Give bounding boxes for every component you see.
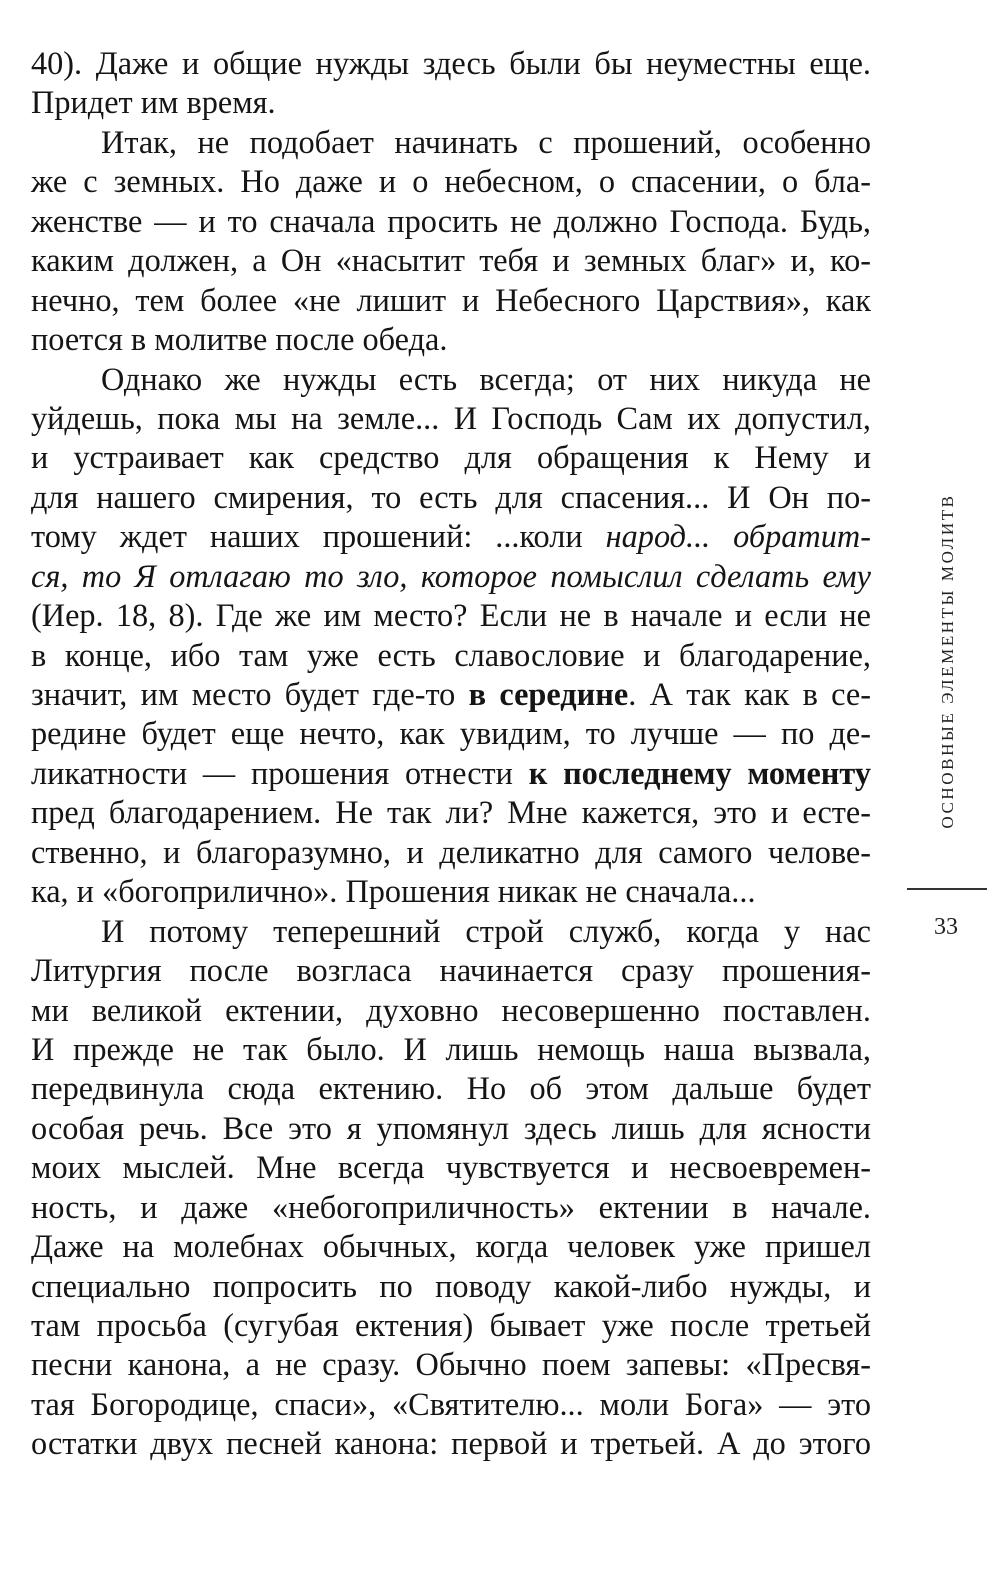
text-line: (Иер. 18, 8). Где же им место? Если не в начале и если не (31, 597, 871, 634)
text-line: уйдешь, пока мы на земле... И Господь Сам их допустил, (31, 399, 871, 436)
text-line: в конце, ибо там уже есть славословие и благодарение, (31, 636, 871, 673)
bold-emphasis: к последнему моменту (528, 754, 871, 791)
margin-rule (907, 888, 987, 890)
text-line: специально попросить по поводу какой-либо нужды, и (31, 1267, 871, 1304)
running-head: ОСНОВНЫЕ ЭЛЕМЕНТЫ МОЛИТВ (938, 493, 957, 829)
paragraph-start-line: И потому теперешний строй служб, когда у нас (101, 912, 871, 949)
text-run: ликатности — прошения отнести (31, 754, 529, 791)
text-line: тая Богородице, спаси», «Святителю... моли Бога» — это (31, 1385, 871, 1422)
text-line: пред благодарением. Не так ли? Мне кажется, это и есте- (31, 794, 871, 831)
text-run: тому ждет наших прошений: ...коли (31, 518, 606, 555)
text-line: же с земных. Но даже и о небесном, о спасении, о бла- (31, 163, 871, 200)
page-body-text (31, 44, 871, 1464)
text-line (31, 675, 871, 714)
text-line: ственно, и благоразумно, и деликатно для самого челове- (31, 833, 871, 870)
text-line: песни канона, а не сразу. Обычно поем запевы: «Пресвя- (31, 1346, 871, 1383)
text-line: передвинула сюда ектению. Но об этом дальше будет (31, 1070, 871, 1107)
text-line: редине будет еще нечто, как увидим, то лучше — по де- (31, 715, 871, 752)
text-line: и устраивает как средство для обращения к Нему и (31, 439, 871, 476)
text-line: нечно, тем более «не лишит и Небесного Царствия», как (31, 281, 871, 318)
text-line: моих мыслей. Мне всегда чувствуется и несвоевремен- (31, 1149, 871, 1186)
text-line: Литургия после возгласа начинается сразу прошения- (31, 952, 871, 989)
page-number: 33 (934, 914, 958, 940)
text-line: ми великой ектении, духовно несовершенно поставлен. (31, 991, 871, 1028)
bold-emphasis: в середине (468, 676, 629, 712)
text-line: остатки двух песней канона: первой и третьей. А до этого (31, 1425, 871, 1462)
text-line: Даже на молебнах обычных, когда человек уже пришел (31, 1228, 871, 1265)
text-line: поется в молитве после обеда. (31, 321, 448, 358)
text-line: Придет им время. (31, 84, 276, 121)
paragraph-start-line: Итак, не подобает начинать с прошений, особенно (101, 123, 871, 160)
text-line: И прежде не так было. И лишь немощь наша вызвала, (31, 1030, 871, 1067)
text-run: . А так как в се- (628, 676, 872, 712)
text-line: женстве — и то сначала просить не должно Господа. Будь, (31, 202, 871, 239)
italic-quote-line: ся, то Я отлагаю то зло, которое помыслил сделать ему (31, 557, 871, 594)
text-line (31, 754, 871, 793)
text-line: каким должен, а Он «насытит тебя и земных благ» и, ко- (31, 242, 871, 279)
text-line: для нашего смирения, то есть для спасения... И Он по- (31, 478, 871, 515)
text-run: значит, им место будет где-то (31, 676, 469, 712)
italic-quote: народ... обратит- (605, 518, 871, 555)
text-line: особая речь. Все это я упомянул здесь лишь для ясности (31, 1109, 871, 1146)
text-line (31, 517, 871, 556)
text-line: 40). Даже и общие нужды здесь были бы неуместны еще. (31, 45, 871, 81)
text-line: там просьба (сугубая ектения) бывает уже после третьей (31, 1307, 871, 1343)
text-line: ка, и «богоприлично». Прошения никак не сначала... (31, 873, 756, 910)
paragraph-start-line: Однако же нужды есть всегда; от них никуда не (101, 360, 871, 397)
text-line: ность, и даже «небогоприличность» ектении в начале. (31, 1188, 871, 1225)
